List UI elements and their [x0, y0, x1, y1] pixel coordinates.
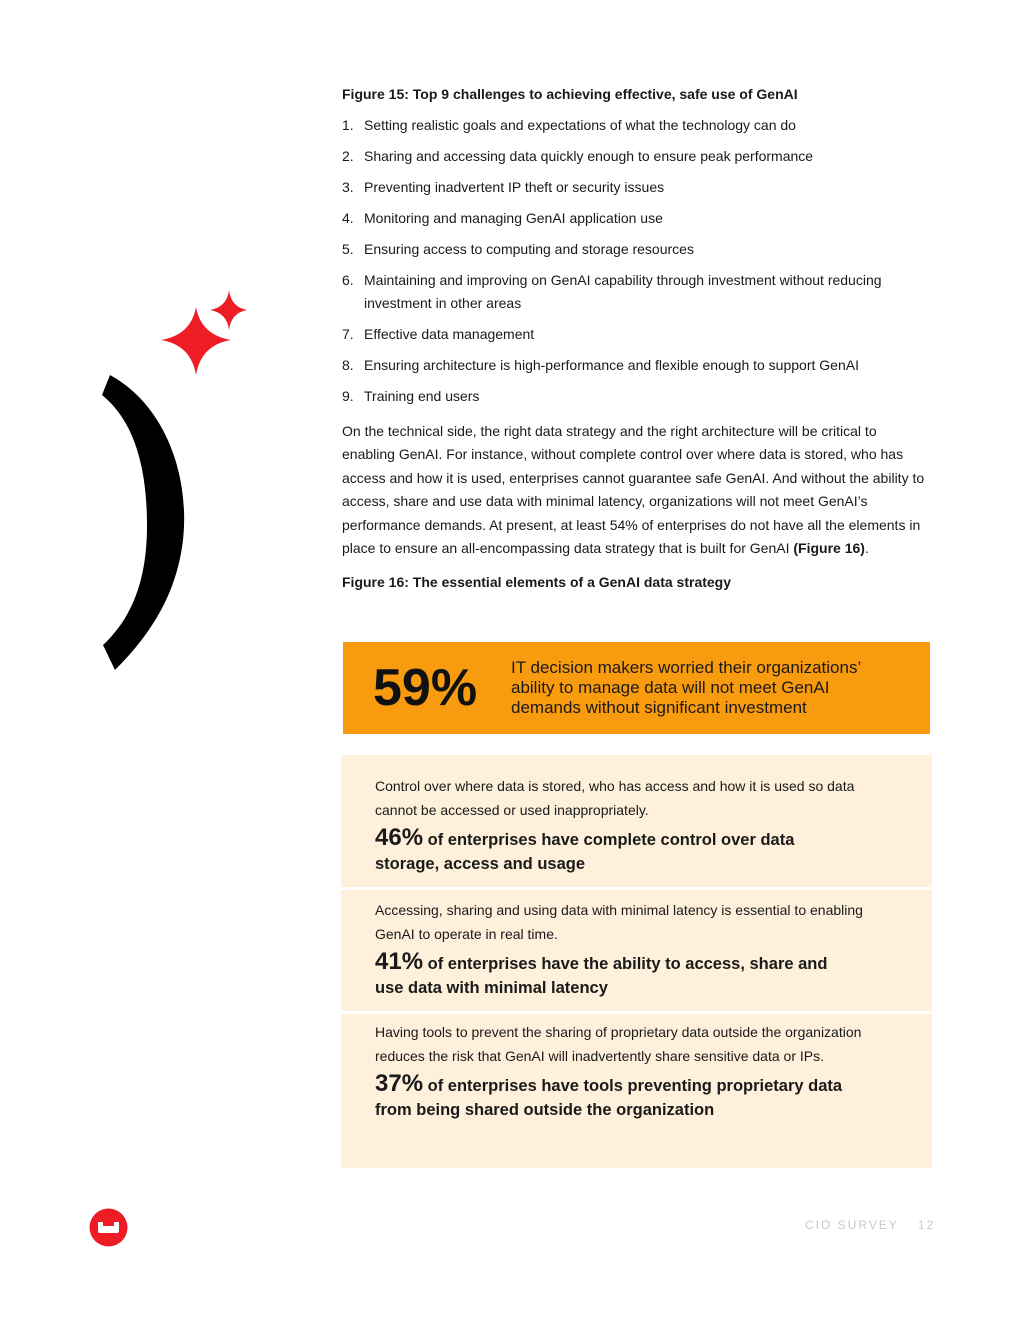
item-number: 9. [342, 388, 354, 404]
item-text: Preventing inadvertent IP theft or security issues [364, 179, 665, 195]
card-stat-text: of enterprises have tools preventing proprietary data from being shared outside the organization [375, 1077, 843, 1119]
item-number: 1. [342, 117, 354, 133]
item-number: 3. [342, 179, 354, 195]
item-number: 7. [342, 326, 354, 342]
card-description: Having tools to prevent the sharing of proprietary data outside the organization reduces the risk that GenAI will inadvertently share sensitive data or IPs. [375, 1024, 862, 1064]
list-item [342, 269, 932, 315]
card-stat-text: of enterprises have complete control over data storage, access and usage [375, 831, 795, 873]
figure-16-title: Figure 16: The essential elements of a GenAI data strategy [342, 574, 732, 591]
item-text: Effective data management [364, 326, 535, 342]
card-description: Control over where data is stored, who has access and how it is used so data cannot be accessed or used inappropriately. [375, 778, 855, 818]
item-text: Training end users [364, 388, 480, 404]
item-number: 6. [342, 272, 354, 288]
item-text: Ensuring access to computing and storage resources [364, 241, 694, 257]
card-stat-text: of enterprises have the ability to access, share and use data with minimal latency [375, 955, 828, 997]
page-number: 12 [918, 1218, 936, 1232]
list-item [342, 385, 932, 408]
list-item [342, 114, 932, 137]
item-text: Setting realistic goals and expectations of what the technology can do [364, 117, 796, 133]
card-stat [375, 826, 845, 876]
hero-percent: 59% [373, 659, 478, 717]
item-text: Maintaining and improving on GenAI capability through investment without reducing investment in other areas [364, 272, 882, 311]
figure-15-title: Figure 15: Top 9 challenges to achieving effective, safe use of GenAI [342, 86, 798, 102]
stat-card [341, 890, 932, 1011]
stat-card [341, 1014, 932, 1168]
card-description: Accessing, sharing and using data with minimal latency is essential to enabling GenAI to operate in real time. [375, 902, 863, 942]
item-number: 8. [342, 357, 354, 373]
list-item [342, 238, 932, 261]
figure-reference: (Figure 16) [793, 540, 865, 557]
item-number: 2. [342, 148, 354, 164]
hero-stat-banner [343, 642, 930, 734]
card-stat [375, 950, 845, 1000]
list-item [342, 207, 932, 230]
paragraph-text: On the technical side, the right data strategy and the right architecture will be critical to enabling GenAI. For instance, without complete control over where data is stored, who has access and how it is used, enterprises cannot guarantee safe GenAI. And without the ability to access, share and use data with minimal latency, organizations will not meet GenAI’s performance demands. At present, at least 54% of enterprises do not have all the elements in place to ensure an all-encompassing data strategy that is built for GenAI [342, 423, 925, 557]
stat-card [341, 755, 932, 887]
item-text: Ensuring architecture is high-performance and flexible enough to support GenAI [364, 357, 859, 373]
card-percent: 37% [375, 1070, 424, 1097]
item-text: Sharing and accessing data quickly enough to ensure peak performance [364, 148, 814, 164]
body-paragraph [342, 420, 932, 560]
item-number: 4. [342, 210, 354, 226]
brand-logo-icon [89, 1208, 129, 1248]
challenges-list [342, 114, 932, 408]
item-number: 5. [342, 241, 354, 257]
list-item [342, 176, 932, 199]
card-percent: 46% [375, 824, 424, 851]
card-percent: 41% [375, 948, 424, 975]
list-item [342, 323, 932, 346]
decorative-arc-sparkles-icon [95, 285, 255, 680]
paragraph-end: . [864, 540, 869, 557]
footer-label: CIO SURVEY [805, 1218, 899, 1232]
hero-text: IT decision makers worried their organizations’ ability to manage data will not meet GenAI demands without significant investment [511, 658, 861, 717]
card-stat [375, 1072, 845, 1122]
list-item [342, 354, 932, 377]
item-text: Monitoring and managing GenAI application use [364, 210, 663, 226]
list-item [342, 145, 932, 168]
